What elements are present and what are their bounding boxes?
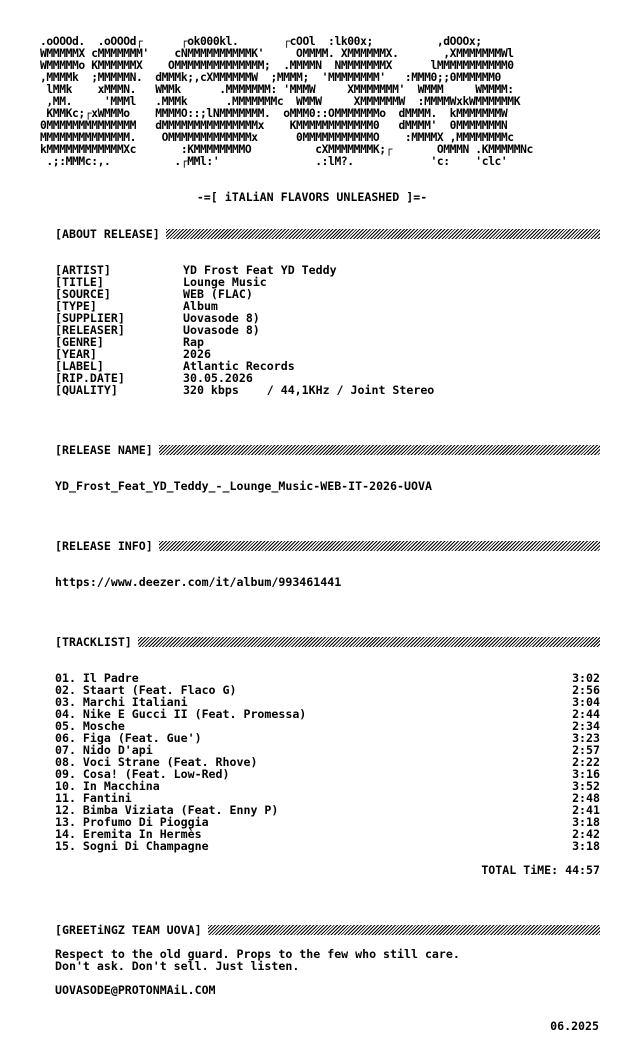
- section-divider: [166, 229, 600, 239]
- about-key: [SUPPLIER]: [55, 311, 125, 325]
- about-key: [LABEL]: [55, 359, 104, 373]
- about-row-quality: [55, 384, 434, 396]
- track-time: 3:23: [572, 731, 600, 745]
- track-title: 13. Profumo Di Pioggia: [55, 815, 209, 829]
- track-time: 2:44: [572, 707, 600, 721]
- track-time: 2:34: [572, 719, 600, 733]
- about-row-genre: [55, 336, 434, 348]
- track-row: [55, 780, 600, 792]
- section-title-release-info: [RELEASE INFO]: [55, 539, 153, 553]
- about-key: [TYPE]: [55, 299, 97, 313]
- about-key: [YEAR]: [55, 347, 97, 361]
- section-divider: [159, 541, 600, 551]
- section-header-release-name: [55, 444, 600, 456]
- about-value: Uovasode 8): [183, 311, 260, 325]
- footer-date: 06.2025: [550, 1019, 599, 1033]
- about-key: [SOURCE]: [55, 287, 111, 301]
- track-time: 3:18: [572, 815, 600, 829]
- track-time: 2:42: [572, 827, 600, 841]
- about-key: [ARTIST]: [55, 263, 111, 277]
- about-value: 320 kbps / 44,1KHz / Joint Stereo: [183, 383, 435, 397]
- section-divider: [159, 445, 600, 455]
- about-value: Uovasode 8): [183, 323, 260, 337]
- about-value: WEB (FLAC): [183, 287, 253, 301]
- about-key: [QUALITY]: [55, 383, 118, 397]
- section-header-tracklist: [55, 636, 600, 648]
- about-value: 2026: [183, 347, 211, 361]
- track-title: 05. Mosche: [55, 719, 125, 733]
- track-time: 3:04: [572, 695, 600, 709]
- about-key: [RIP.DATE]: [55, 371, 125, 385]
- track-time: 2:56: [572, 683, 600, 697]
- about-value: Album: [183, 299, 218, 313]
- about-value: Rap: [183, 335, 204, 349]
- track-time: 2:22: [572, 755, 600, 769]
- section-header-release-info: [55, 540, 600, 552]
- about-value: YD Frost Feat YD Teddy: [183, 263, 337, 277]
- release-name: YD_Frost_Feat_YD_Teddy_-_Lounge_Music-WEB-IT-2026-UOVA: [55, 479, 432, 493]
- track-time: 3:16: [572, 767, 600, 781]
- track-title: 02. Staart (Feat. Flaco G): [55, 683, 237, 697]
- about-row-source: [55, 288, 434, 300]
- greetings-line: Don't ask. Don't sell. Just listen.: [55, 959, 300, 973]
- section-header-greetings: [55, 924, 600, 936]
- track-row: [55, 840, 600, 852]
- track-title: 06. Figa (Feat. Gue'): [55, 731, 202, 745]
- track-title: 01. Il Padre: [55, 671, 139, 685]
- about-value: Lounge Music: [183, 275, 267, 289]
- track-title: 14. Eremita In Hermès: [55, 827, 202, 841]
- track-time: 3:02: [572, 671, 600, 685]
- about-value: Atlantic Records: [183, 359, 295, 373]
- about-row-releaser: [55, 324, 434, 336]
- section-header-about: [55, 228, 600, 240]
- track-title: 07. Nido D'api: [55, 743, 153, 757]
- track-time: 2:48: [572, 791, 600, 805]
- track-title: 15. Sogni Di Champagne: [55, 839, 209, 853]
- track-time: 3:52: [572, 779, 600, 793]
- section-title-greetings: [GREETiNGZ TEAM UOVA]: [55, 923, 202, 937]
- about-key: [RELEASER]: [55, 323, 125, 337]
- about-key: [GENRE]: [55, 335, 104, 349]
- ascii-logo: .oOOOd. .oOOOd┌ ┌ok000kl. ┌cOOl :lk00x; ,dOOOx; WMMMMMX cMMMMMMM' cNMMMMMMMMMMK' OMMMM. XMMMMMMX. ,XMMMMMMMWl WMMMMMo KMMMMMMX OMMMMMMMMMMMMMM; .MMMMN NMMMMMMMX lMMMMMMMMMMM0 ,MMMMk ;MMMMMN. dMMMk;,cXMMMMMMW ;MMMM; 'MMMMMMMM' :MMM0;;0MMMMMM0 lMMk xMMMN. WMMk .MMMMMMM: 'MMMW XMMMMMMM' WMMM WMMMM: ,MM. 'MMMl .MMMk .MMMMMMMc WMMW XMMMMMMW :MMMMWxkWMMMMMMK KMMKc;┌xWMMMo MMMMO::;lNMMMMMMM. oMMM0::OMMMMMMMo dMMMM. kMMMMMMMW 0MMMMMMMMMMMMMM dMMMMMMMMMMMMMMMx KMMMMMMMMMMMM0 dMMMM' 0MMMMMMMN MMMMMMMMMMMMMM. OMMMMMMMMMMMMMx 0MMMMMMMMMMMO :MMMMX ,MMMMMMMMc kMMMMMMMMMMMMXc :KMMMMMMMMO cXMMMMMMMK;┌ OMMMN .KMMMMMNc .;:MMMc:,. .┌MMl:' .:lM?. 'c: 'clc': [40, 35, 533, 168]
- track-title: 03. Marchi Italiani: [55, 695, 188, 709]
- about-list: [55, 264, 434, 396]
- track-title: 11. Fantini: [55, 791, 132, 805]
- section-title-about: [ABOUT RELEASE]: [55, 227, 160, 241]
- tracklist: [55, 672, 600, 852]
- about-value: 30.05.2026: [183, 371, 253, 385]
- greetings-line: Respect to the old guard. Props to the few who still care.: [55, 947, 460, 961]
- section-title-release-name: [RELEASE NAME]: [55, 443, 153, 457]
- track-time: 3:18: [572, 839, 600, 853]
- track-title: 08. Voci Strane (Feat. Rhove): [55, 755, 258, 769]
- section-divider: [138, 637, 600, 647]
- track-title: 12. Bimba Viziata (Feat. Enny P): [55, 803, 279, 817]
- track-time: 2:41: [572, 803, 600, 817]
- section-divider: [208, 925, 600, 935]
- section-title-tracklist: [TRACKLIST]: [55, 635, 132, 649]
- track-time: 2:57: [572, 743, 600, 757]
- contact-email[interactable]: UOVASODE@PROTONMAiL.COM: [55, 983, 216, 997]
- release-info-url[interactable]: https://www.deezer.com/it/album/993461441: [55, 575, 342, 589]
- about-key: [TITLE]: [55, 275, 104, 289]
- tagline: -=[ iTALiAN FLAVORS UNLEASHED ]=-: [196, 190, 428, 204]
- total-time: TOTAL TiME: 44:57: [481, 863, 600, 877]
- track-title: 09. Cosa! (Feat. Low-Red): [55, 767, 230, 781]
- track-title: 10. In Macchina: [55, 779, 160, 793]
- track-title: 04. Nike E Gucci II (Feat. Promessa): [55, 707, 307, 721]
- track-row: [55, 708, 600, 720]
